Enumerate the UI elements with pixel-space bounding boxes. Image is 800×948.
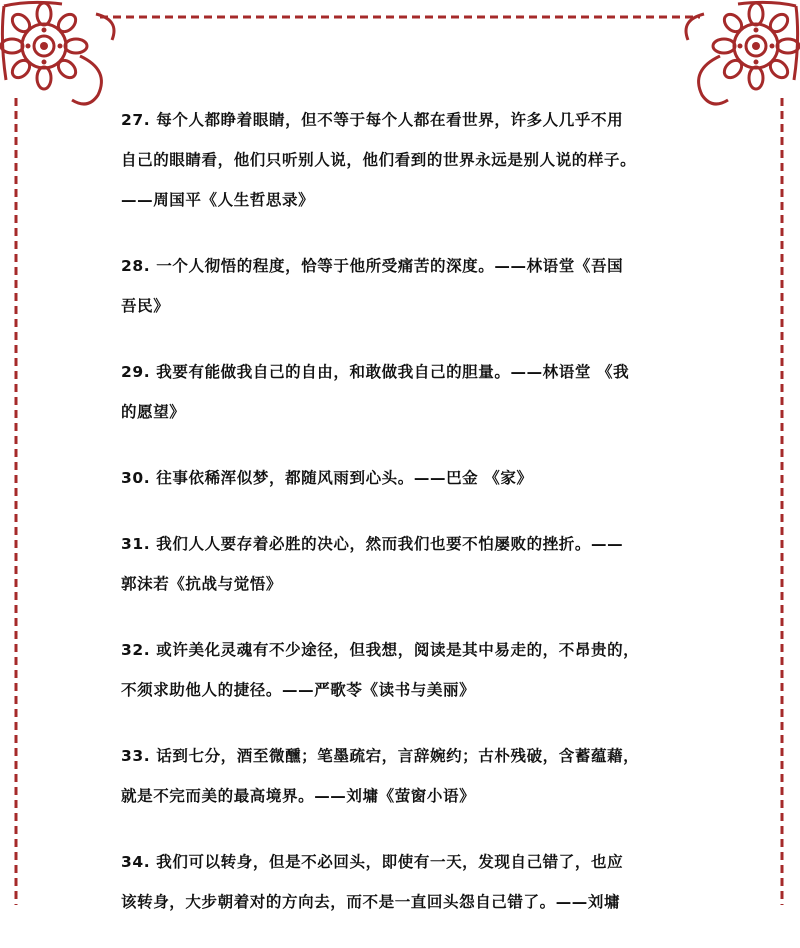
quote-line — [121, 736, 687, 776]
quote-number: 29. — [121, 363, 151, 381]
quote-text: 往事依稀浑似梦，都随风雨到心头。——巴金 《家》 — [156, 469, 533, 487]
ornate-flower-corner-icon — [1, 2, 114, 104]
quote-line: 郭沫若《抗战与觉悟》 — [121, 575, 283, 593]
quote-number: 32. — [121, 641, 151, 659]
quote-line — [121, 246, 687, 286]
quote-number: 30. — [121, 469, 151, 487]
quote-item — [121, 842, 687, 922]
quote-number: 27. — [121, 111, 151, 129]
quote-line — [121, 524, 687, 564]
quote-attribution: ——周国平《人生哲思录》 — [121, 191, 315, 209]
quote-item — [121, 100, 687, 220]
quote-line: 该转身，大步朝着对的方向去，而不是一直回头怨自己错了。——刘墉 — [121, 893, 621, 911]
quote-text: 每个人都睁着眼睛，但不等于每个人都在看世界，许多人几乎不用 — [156, 111, 624, 129]
quote-line — [121, 100, 687, 140]
quote-item — [121, 246, 687, 326]
quote-number: 31. — [121, 535, 151, 553]
quote-line: 就是不完而美的最高境界。——刘墉《萤窗小语》 — [121, 787, 476, 805]
quote-text: 话到七分，酒至微醺；笔墨疏宕，言辞婉约；古朴残破，含蓄蕴藉， — [156, 747, 640, 765]
quote-line: 自己的眼睛看，他们只听别人说，他们看到的世界永远是别人说的样子。 — [121, 151, 637, 169]
quote-list — [121, 100, 687, 948]
quote-item — [121, 524, 687, 604]
quote-text: 我们可以转身，但是不必回头，即使有一天，发现自己错了，也应 — [156, 853, 624, 871]
quote-line: 吾民》 — [121, 297, 170, 315]
quote-item — [121, 352, 687, 432]
quote-text: 一个人彻悟的程度，恰等于他所受痛苦的深度。——林语堂《吾国 — [156, 257, 624, 275]
quote-line — [121, 352, 687, 392]
quote-line — [121, 630, 687, 670]
quote-line: 不须求助他人的捷径。——严歌苓《读书与美丽》 — [121, 681, 476, 699]
quote-text: 或许美化灵魂有不少途径，但我想，阅读是其中易走的，不昂贵的， — [156, 641, 640, 659]
quote-line: 的愿望》 — [121, 403, 186, 421]
quote-text: 我要有能做我自己的自由，和敢做我自己的胆量。——林语堂 《我 — [156, 363, 630, 381]
quote-number: 34. — [121, 853, 151, 871]
quote-text: 我们人人要存着必胜的决心，然而我们也要不怕屡败的挫折。—— — [156, 535, 624, 553]
quote-number: 33. — [121, 747, 151, 765]
quote-item — [121, 630, 687, 710]
quote-line — [121, 458, 687, 498]
ornate-flower-corner-icon — [686, 2, 799, 104]
quote-item — [121, 736, 687, 816]
quote-item — [121, 458, 687, 498]
quote-number: 28. — [121, 257, 151, 275]
quote-line — [121, 842, 687, 882]
